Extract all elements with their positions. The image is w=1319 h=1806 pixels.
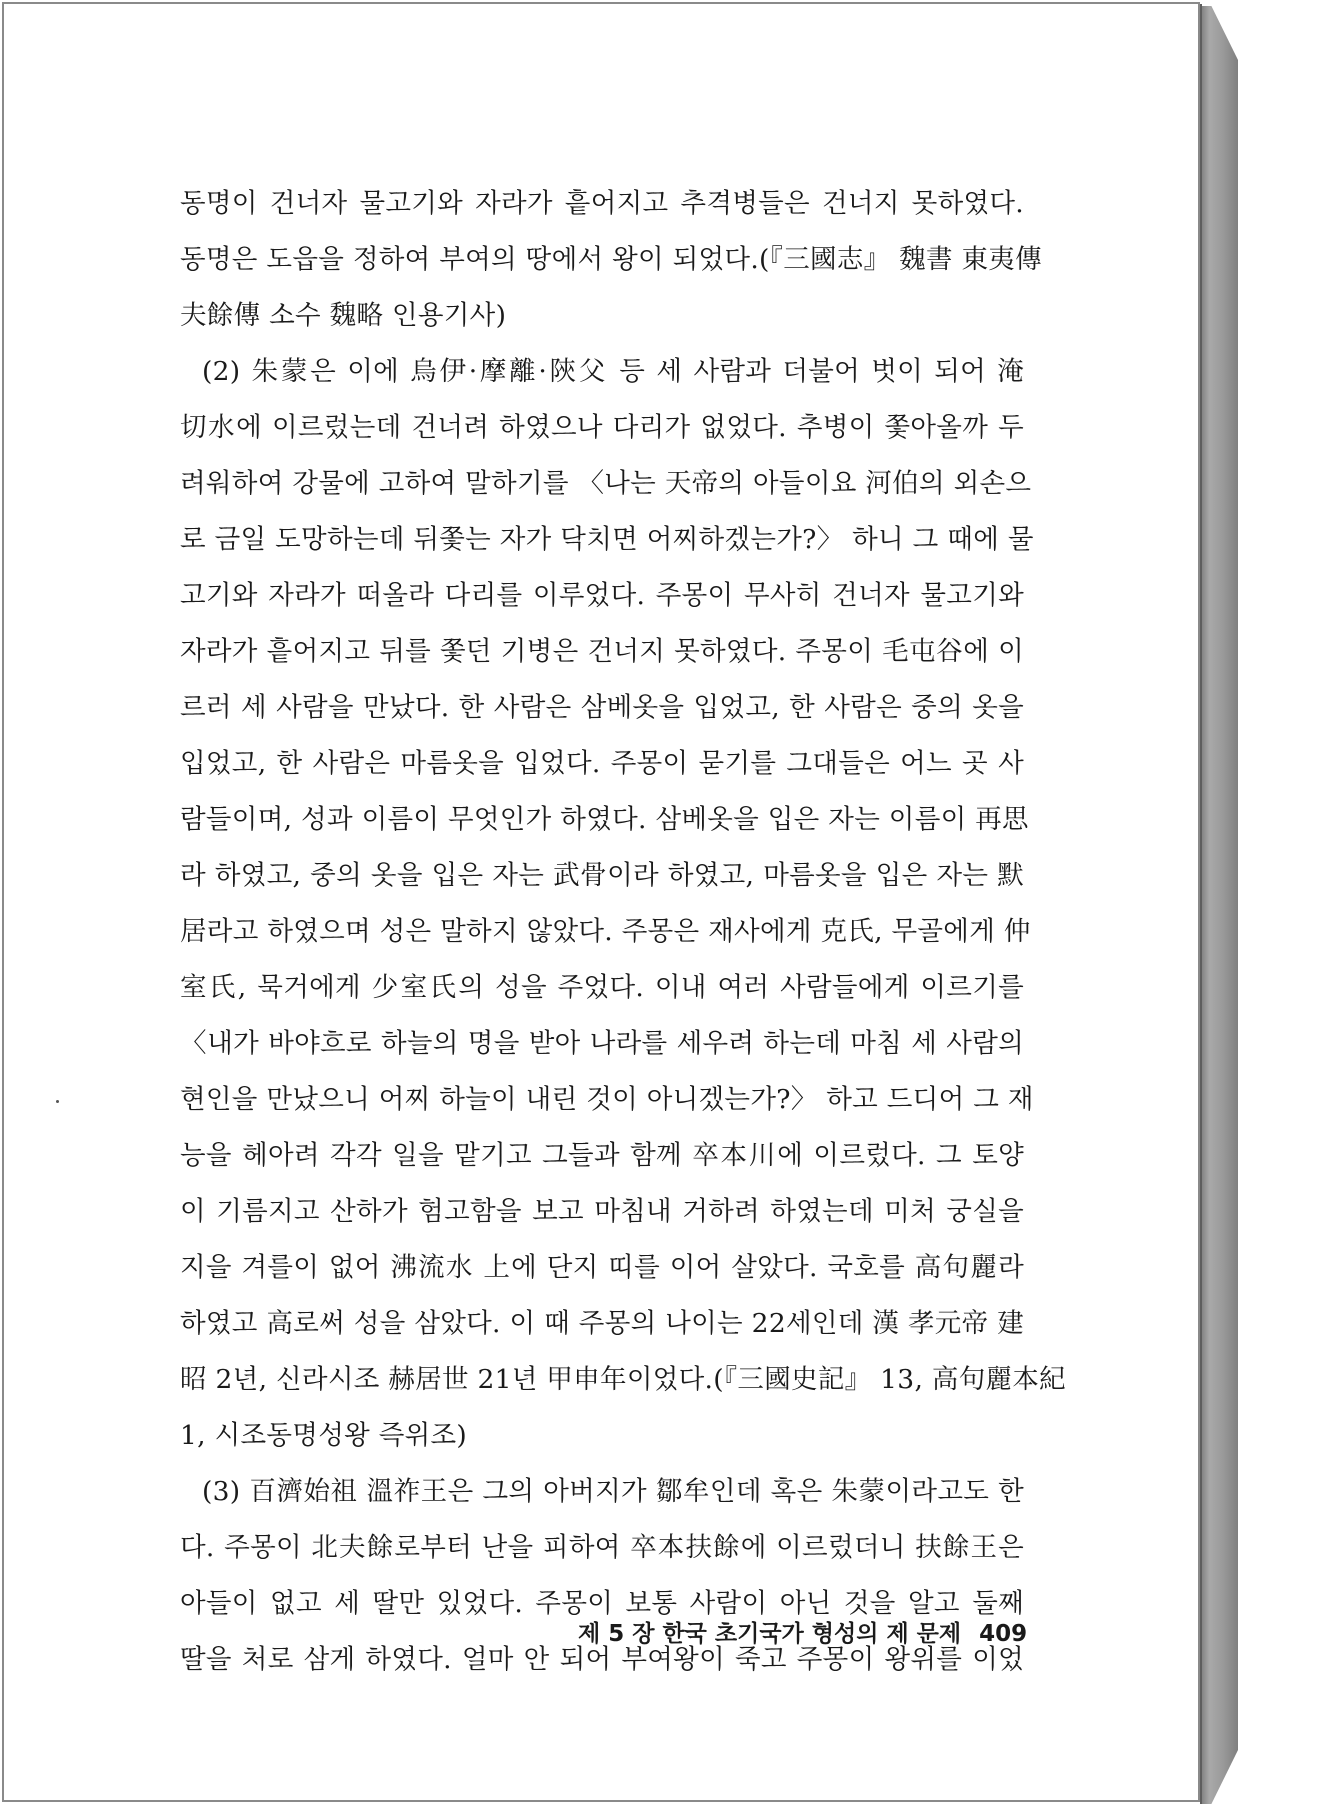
text-line-16: 〈내가 바야흐로 하늘의 명을 받아 나라를 세우려 하는데 마침 세 사람의 xyxy=(180,1028,1024,1059)
scan-speck xyxy=(56,1100,59,1103)
text-line-7: 로 금일 도망하는데 뒤쫓는 자가 닥치면 어찌하겠는가?〉 하니 그 때에 물 xyxy=(180,524,1034,555)
text-line-15: 室氏, 묵거에게 少室氏의 성을 주었다. 이내 여러 사람들에게 이르기를 xyxy=(180,972,1024,1003)
page-footer xyxy=(578,1614,1028,1654)
text-line-8: 고기와 자라가 떠올라 다리를 이루었다. 주몽이 무사히 건너자 물고기와 xyxy=(180,580,1024,611)
book-page xyxy=(2,2,1200,1802)
text-line-19: 이 기름지고 산하가 험고함을 보고 마침내 거하려 하였는데 미처 궁실을 xyxy=(180,1196,1024,1227)
text-line-18: 능을 헤아려 각각 일을 맡기고 그들과 함께 卒本川에 이르렀다. 그 토양 xyxy=(180,1140,1024,1171)
chapter-title: 제 5 장 한국 초기국가 형성의 제 문제 xyxy=(578,1621,962,1647)
text-line-22: 昭 2년, 신라시조 赫居世 21년 甲申年이었다.(『三國史記』 13, 高句麗本紀 xyxy=(180,1364,1066,1395)
text-line-10: 르러 세 사람을 만났다. 한 사람은 삼베옷을 입었고, 한 사람은 중의 옷을 xyxy=(180,692,1024,723)
text-line-25: 다. 주몽이 北夫餘로부터 난을 피하여 卒本扶餘에 이르렀더니 扶餘王은 xyxy=(180,1532,1024,1563)
page-number: 409 xyxy=(979,1621,1028,1647)
text-line-14: 居라고 하였으며 성은 말하지 않았다. 주몽은 재사에게 克氏, 무골에게 仲 xyxy=(180,916,1031,947)
text-line-17: 현인을 만났으니 어찌 하늘이 내린 것이 아니겠는가?〉 하고 드디어 그 재 xyxy=(180,1084,1034,1115)
text-line-6: 려워하여 강물에 고하여 말하기를 〈나는 天帝의 아들이요 河伯의 외손으 xyxy=(180,468,1032,499)
text-line-20: 지을 겨를이 없어 沸流水 上에 단지 띠를 이어 살았다. 국호를 高句麗라 xyxy=(180,1252,1024,1283)
text-line-21: 하였고 高로써 성을 삼았다. 이 때 주몽의 나이는 22세인데 漢 孝元帝 建 xyxy=(180,1308,1024,1339)
text-line-12: 람들이며, 성과 이름이 무엇인가 하였다. 삼베옷을 입은 자는 이름이 再思 xyxy=(180,804,1029,835)
text-line-3: 夫餘傳 소수 魏略 인용기사) xyxy=(180,300,507,331)
book-edge-line xyxy=(1200,4,1202,1804)
body-text xyxy=(180,176,1066,1688)
text-line-4: (2) 朱蒙은 이에 烏伊·摩離·陝父 등 세 사람과 더불어 벗이 되어 淹 xyxy=(202,356,1024,387)
text-line-11: 입었고, 한 사람은 마름옷을 입었다. 주몽이 묻기를 그대들은 어느 곳 사 xyxy=(180,748,1024,779)
text-line-24: (3) 百濟始祖 溫祚王은 그의 아버지가 鄒牟인데 혹은 朱蒙이라고도 한 xyxy=(202,1476,1024,1507)
book-edge-shadow xyxy=(1200,6,1238,1804)
text-line-5: 切水에 이르렀는데 건너려 하였으나 다리가 없었다. 추병이 쫓아올까 두 xyxy=(180,412,1024,443)
text-line-1: 동명이 건너자 물고기와 자라가 흩어지고 추격병들은 건너지 못하였다. xyxy=(180,188,1024,219)
text-line-2: 동명은 도읍을 정하여 부여의 땅에서 왕이 되었다.(『三國志』 魏書 東夷傳 xyxy=(180,244,1042,275)
text-line-23: 1, 시조동명성왕 즉위조) xyxy=(180,1420,468,1451)
text-line-27: 딸을 처로 삼게 하였다. 얼마 안 되어 부여왕이 죽고 주몽이 왕위를 이었 xyxy=(180,1644,1024,1675)
text-line-9: 자라가 흩어지고 뒤를 쫓던 기병은 건너지 못하였다. 주몽이 毛屯谷에 이 xyxy=(180,636,1024,667)
text-line-13: 라 하였고, 중의 옷을 입은 자는 武骨이라 하였고, 마름옷을 입은 자는 默 xyxy=(180,860,1024,891)
text-line-26: 아들이 없고 세 딸만 있었다. 주몽이 보통 사람이 아닌 것을 알고 둘째 xyxy=(180,1588,1024,1619)
